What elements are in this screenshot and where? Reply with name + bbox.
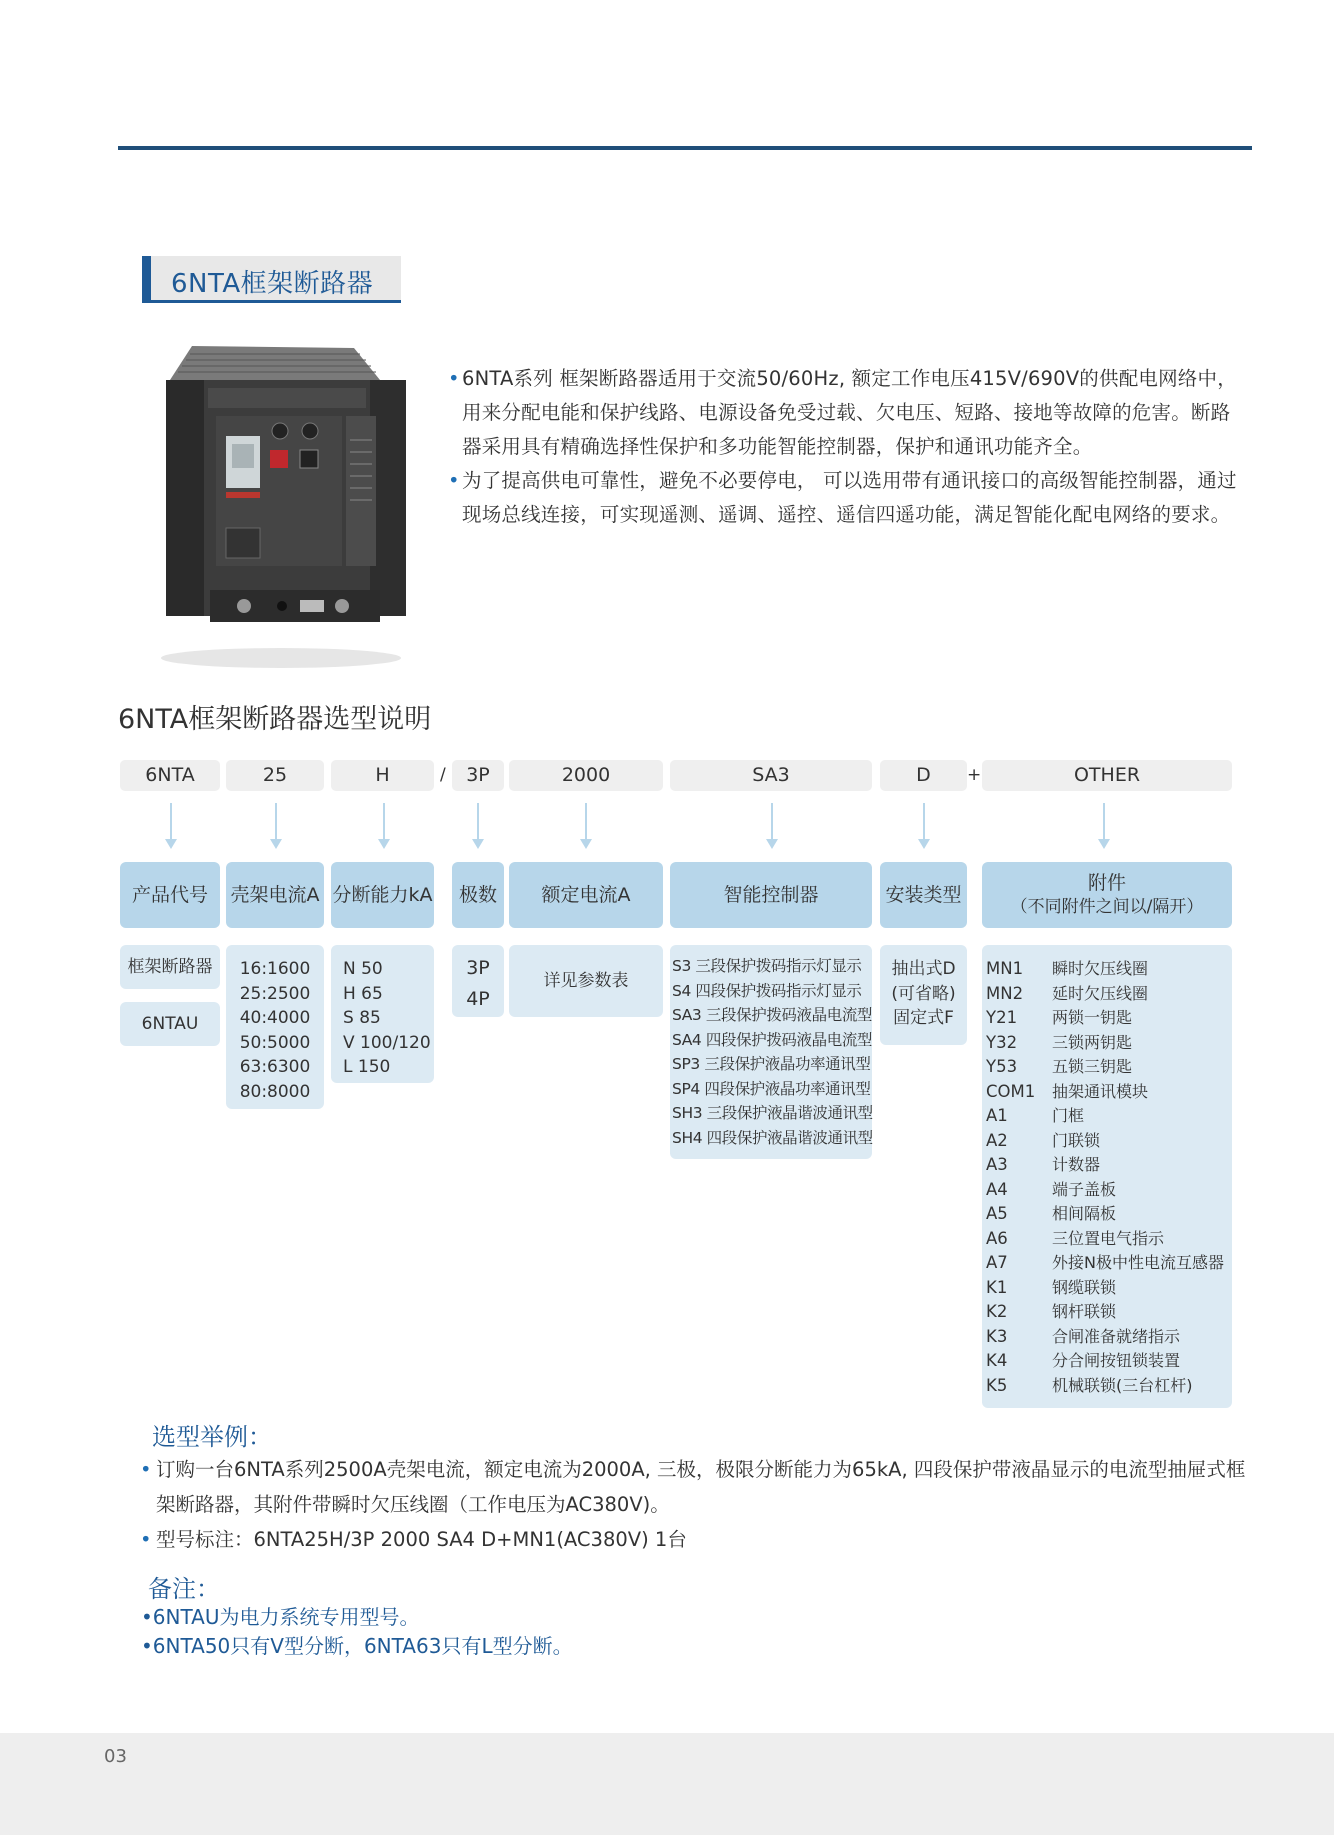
accessory-options	[982, 945, 1232, 1408]
poles-option: 3P	[466, 957, 490, 979]
accessory-row: Y32 三锁两钥匙	[986, 1032, 1133, 1052]
controller-option: SH3 三段保护液晶谐波通讯型	[672, 1104, 873, 1122]
down-arrow-icon	[383, 803, 385, 843]
accessory-row: MN1 瞬时欠压线圈	[986, 959, 1149, 978]
code-rated: 2000	[509, 760, 663, 791]
frame-options	[226, 945, 324, 1109]
circuit-breaker-photo	[150, 340, 412, 670]
breaking-option: V 100/120	[343, 1032, 431, 1053]
controller-options	[670, 945, 872, 1159]
controller-option: SH4 四段保护液晶谐波通讯型	[672, 1128, 873, 1147]
header-accessory: 附件 （不同附件之间以/隔开）	[982, 862, 1232, 928]
header-frame: 壳架电流A	[226, 862, 324, 928]
controller-option: SA3 三段保护拨码液晶电流型	[672, 1006, 873, 1024]
header-controller: 智能控制器	[670, 862, 872, 928]
code-frame: 25	[226, 760, 324, 791]
accessory-row: A5 相间隔板	[986, 1204, 1117, 1223]
product-option: 6NTAU	[120, 1002, 220, 1046]
breaking-option: S 85	[343, 1008, 381, 1028]
code-breaking: H	[331, 760, 434, 791]
accessory-row: K3 合闸准备就绪指示	[986, 1326, 1181, 1346]
accessory-row: A3 计数器	[986, 1155, 1101, 1174]
header-poles: 极数	[452, 862, 504, 928]
note-item: •6NTAU为电力系统专用型号。	[141, 1605, 420, 1629]
accessory-row: K5 机械联锁(三台杠杆)	[986, 1375, 1193, 1395]
controller-option: S3 三段保护拨码指示灯显示	[672, 957, 862, 975]
controller-option: SP4 四段保护液晶功率通讯型	[672, 1079, 871, 1098]
poles-option: 4P	[466, 988, 490, 1010]
accessory-row: K4 分合闸按钮锁装置	[986, 1351, 1181, 1370]
section-title-block	[142, 256, 401, 303]
poles-options	[452, 945, 504, 1017]
down-arrow-icon	[170, 803, 172, 843]
example-text	[140, 1452, 1250, 1557]
accessory-row: K2 钢杆联锁	[986, 1302, 1117, 1321]
frame-option: 50:5000	[239, 1032, 311, 1053]
selection-title: 6NTA框架断路器选型说明	[118, 704, 432, 735]
frame-option: 80:8000	[239, 1081, 311, 1102]
frame-option: 16:1600	[239, 959, 311, 979]
controller-option: S4 四段保护拨码指示灯显示	[672, 981, 862, 1000]
example-paragraph: • 型号标注：6NTA25H/3P 2000 SA4 D+MN1(AC380V) 1台	[140, 1528, 687, 1551]
accessory-row: A7 外接N极中性电流互感器	[986, 1253, 1224, 1272]
example-title: 选型举例：	[152, 1423, 272, 1451]
down-arrow-icon	[1103, 803, 1105, 843]
separator-plus: +	[967, 765, 982, 785]
down-arrow-icon	[275, 803, 277, 843]
code-controller: SA3	[670, 760, 872, 791]
code-install: D	[880, 760, 967, 791]
accessory-row: A4 端子盖板	[986, 1179, 1117, 1199]
controller-option: SA4 四段保护拨码液晶电流型	[672, 1030, 873, 1049]
separator-slash: /	[440, 765, 446, 785]
accessory-row: K1 钢缆联锁	[986, 1277, 1117, 1297]
accessory-row: COM1 抽架通讯模块	[986, 1081, 1149, 1101]
code-poles: 3P	[452, 760, 504, 791]
accessory-row: MN2 延时欠压线圈	[986, 983, 1149, 1003]
page-number: 03	[104, 1746, 127, 1767]
down-arrow-icon	[477, 803, 479, 843]
header-rule	[118, 146, 1252, 150]
install-option: 抽出式D	[891, 959, 956, 979]
footer	[0, 1733, 1334, 1835]
accessory-row: Y53 五锁三钥匙	[986, 1057, 1133, 1076]
notes	[141, 1603, 573, 1661]
frame-option: 63:6300	[239, 1057, 311, 1077]
section-title: 6NTA框架断路器	[171, 269, 374, 299]
note-title: 备注：	[148, 1575, 220, 1603]
frame-option: 25:2500	[239, 983, 311, 1004]
intro-text	[448, 362, 1238, 532]
down-arrow-icon	[923, 803, 925, 843]
code-product: 6NTA	[120, 760, 220, 791]
rated-option: 详见参数表	[509, 945, 663, 1017]
header-rated: 额定电流A	[509, 862, 663, 928]
frame-option: 40:4000	[239, 1008, 311, 1028]
accessory-row: A1 门框	[986, 1106, 1085, 1125]
intro-paragraph: • 为了提高供电可靠性，避免不必要停电， 可以选用带有通讯接口的高级智能控制器，通过现场总线连接，可实现遥测、遥调、遥控、遥信四遥功能，满足智能化配电网络的要求。	[448, 469, 1237, 526]
accessory-row: A6 三位置电气指示	[986, 1228, 1165, 1248]
code-accessory: OTHER	[982, 760, 1232, 791]
product-option: 框架断路器	[120, 945, 220, 989]
controller-option: SP3 三段保护液晶功率通讯型	[672, 1055, 871, 1073]
accessory-row: A2 门联锁	[986, 1130, 1101, 1150]
section-title-accent	[142, 256, 151, 303]
breaking-option: N 50	[343, 959, 383, 979]
note-item: •6NTA50只有V型分断，6NTA63只有L型分断。	[141, 1634, 573, 1658]
down-arrow-icon	[585, 803, 587, 843]
install-options	[880, 945, 967, 1045]
accessory-row: Y21 两锁一钥匙	[986, 1008, 1133, 1027]
example-paragraph: • 订购一台6NTA系列2500A壳架电流，额定电流为2000A, 三极，极限分断能力为65kA, 四段保护带液晶显示的电流型抽屉式框架断路器，其附件带瞬时欠压线圈（工作电压为AC380V)。	[140, 1458, 1246, 1516]
breaking-option: L 150	[343, 1057, 391, 1077]
breaking-option: H 65	[343, 983, 383, 1004]
down-arrow-icon	[771, 803, 773, 843]
header-install: 安装类型	[880, 862, 967, 928]
header-breaking: 分断能力kA	[331, 862, 434, 928]
intro-paragraph: • 6NTA系列 框架断路器适用于交流50/60Hz, 额定工作电压415V/690V的供配电网络中，用来分配电能和保护线路、电源设备免受过载、欠电压、短路、接地等故障的危害。断路器采用具有精确选择性保护和多功能智能控制器，保护和通讯功能齐全。	[448, 367, 1237, 458]
breaking-options	[331, 945, 434, 1083]
install-option: (可省略)	[891, 983, 956, 1004]
header-product: 产品代号	[120, 862, 220, 928]
install-option: 固定式F	[893, 1008, 954, 1028]
